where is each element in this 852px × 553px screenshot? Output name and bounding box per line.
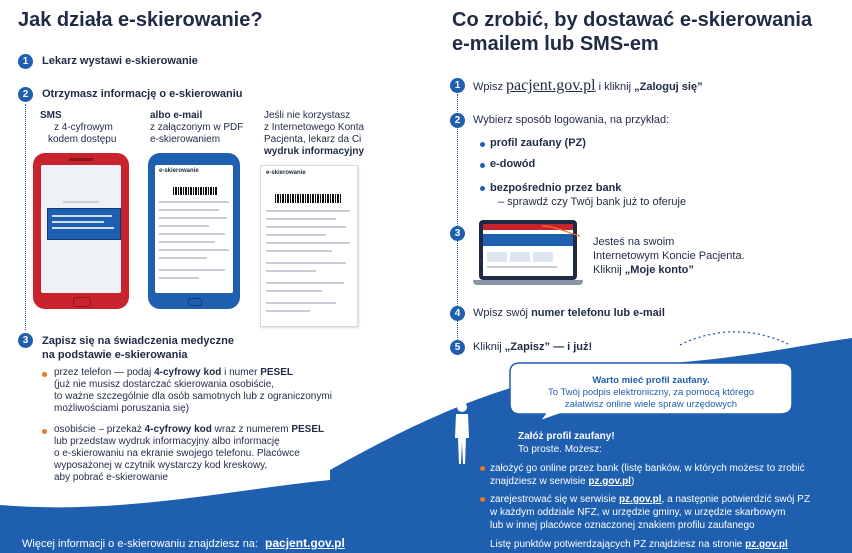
option-dot [480,142,485,147]
option-bank: bezpośrednio przez bank – sprawdź czy Twój bank już to oferuje [490,182,687,208]
left-step-2-text: Otrzymasz informację o e-skierowaniu [42,88,243,100]
option-profil-zaufany: profil zaufany (PZ) [490,137,586,149]
footer-link-pacjent[interactable]: pacjent.gov.pl [265,536,345,550]
right-step-3-number: 3 [450,226,465,241]
right-step-1-text: Wpisz pacjent.gov.pl i kliknij „Zaloguj się” [473,77,703,94]
left-title: Jak działa e-skierowanie? [18,9,263,31]
option-dot [480,163,485,168]
pz-header: Załóż profil zaufany! To proste. Możesz: [518,431,615,455]
pz-footer: Listę punktów potwierdzających PZ znajdziesz na stronie pz.gov.pl [490,539,788,550]
right-title: Co zrobić, by dostawać e-skierowania e-mailem lub SMS-em [452,9,813,55]
sms-label: SMS z 4-cyfrowym kodem dostępu [40,110,117,145]
print-doc-brand: e-skierowanie [266,170,306,176]
right-step-1-number: 1 [450,78,465,93]
pz-option-register: zarejestrować się w serwisie pz.gov.pl, a następnie potwierdzić swój PZ w każdym oddziale NFZ, w urzędzie gminy, w urzędzie skarbowym lub w innej placówce oznaczonej znakiem profilu zaufanego [490,494,810,531]
left-step-2-number: 2 [18,87,33,102]
left-footer: Więcej informacji o e-skierowaniu znajdziesz na: pacjent.gov.pl [22,536,345,550]
sms-message-bubble [47,208,121,240]
pz-bullet-1 [480,466,485,471]
print-label: Jeśli nie korzystasz z Internetowego Konta Pacjenta, lekarz da Ci wydruk informacyjny [264,110,365,157]
right-step-4-number: 4 [450,306,465,321]
right-step-4-text: Wpisz swój numer telefonu lub e-mail [473,307,665,319]
pz-bullet-2 [480,497,485,502]
red-phone-illustration [33,153,129,309]
info-bubble-text: Warto mieć profil zaufany. To Twój podpis elektroniczny, za pomocą którego załatwisz online wiele spraw urzędowych [547,375,755,410]
printed-referral-document [260,165,358,327]
bullet-phone [42,372,47,377]
zaloguj-button-label: „Zaloguj się” [634,81,703,93]
person-silhouette-icon [452,400,472,466]
right-step-3-text: Jesteś na swoim Internetowym Koncie Pacjenta. Kliknij „Moje konto” [593,236,745,276]
left-step-1-number: 1 [18,54,33,69]
option-dot [480,186,485,191]
bullet-in-person-text: osobiście – przekaż 4-cyfrowy kod wraz z numerem PESEL lub przedstaw wydruk informacyjny albo informację o e-skierowaniu na ekranie swojego telefonu. Placówce wyposażonej w czytnik wystarczy kod kreskowy, aby pobrać e-skierowanie [54,424,325,483]
left-step-3-number: 3 [18,333,33,348]
right-step-5-number: 5 [450,340,465,355]
left-timeline [25,104,26,330]
email-label: albo e-mail z załączonym w PDF e-skierowaniem [150,110,244,145]
pointer-arrow [540,222,585,242]
right-step-2-text: Wybierz sposób logowania, na przykład: [473,114,670,126]
pacjent-gov-link[interactable]: pacjent.gov.pl [506,77,596,94]
left-step-1-text: Lekarz wystawi e-skierowanie [42,55,198,67]
bullet-in-person [42,429,47,434]
left-step-3-text: Zapisz się na świadczenia medyczne na podstawie e-skierowania [42,335,234,361]
pz-option-bank: założyć go online przez bank (listę banków, w których możesz to zrobić znajdziesz w serwisie pz.gov.pl) [490,463,805,487]
tablet-doc-brand: e-skierowanie [159,168,199,174]
bullet-phone-text: przez telefon — podaj 4-cyfrowy kod i numer PESEL (już nie musisz dostarczać skierowania osobiście, to ważne szczególnie dla osób samotnych lub z ograniczonymi możliwościami poruszania się) [54,367,332,414]
pz-gov-link[interactable]: pz.gov.pl [745,539,788,550]
blue-tablet-illustration [148,153,240,309]
right-step-2-number: 2 [450,113,465,128]
right-step-5-text: Kliknij „Zapisz” — i już! [473,341,593,353]
option-e-dowod: e-dowód [490,158,536,170]
